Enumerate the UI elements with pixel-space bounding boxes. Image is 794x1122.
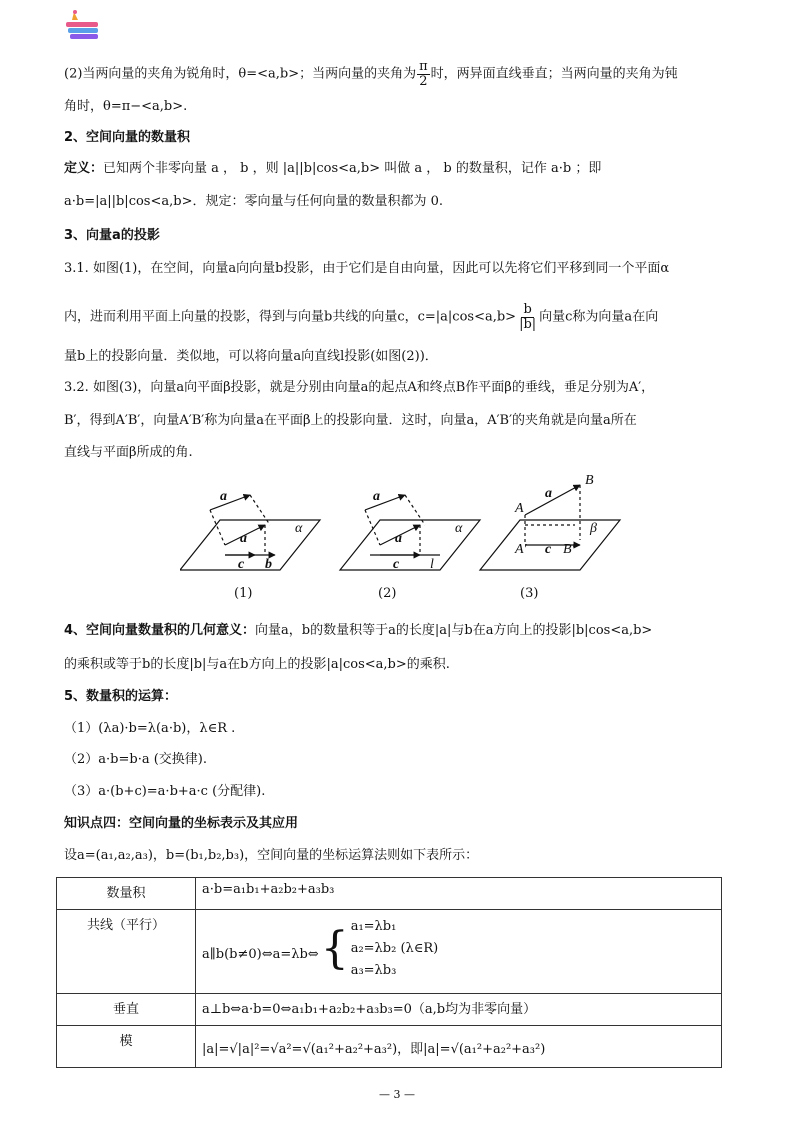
knowledge-point-4: 知识点四：空间向量的坐标表示及其应用 (64, 816, 299, 831)
fig2-label-alpha: α (455, 521, 463, 536)
fig1-label-alpha: α (295, 521, 303, 536)
fig1-label-a2: a (240, 531, 247, 546)
heading-5: 5、数量积的运算： (64, 689, 178, 704)
table-row (57, 1026, 722, 1068)
fig3-caption: (3) (520, 586, 539, 601)
fig2-label-a: a (373, 489, 380, 504)
fig2-caption: (2) (378, 586, 397, 601)
table-key-perpendicular: 垂直 (57, 994, 196, 1026)
heading-3: 3、向量a的投影 (64, 228, 160, 243)
heading-2: 2、空间向量的数量积 (64, 130, 191, 145)
frac-num: π (419, 59, 428, 74)
frac-den: 2 (419, 73, 428, 89)
fig3-label-beta: β (590, 521, 597, 536)
table-key-modulus: 模 (57, 1026, 196, 1068)
definition-line-2: a·b=|a||b|cos<a,b>．规定：零向量与任何向量的数量积都为 0. (64, 194, 443, 209)
para-3-2-a: 3.2. 如图(3)，向量a向平面β投影，就是分别由向量a的起点A和终点B作平面β的垂线，垂足分别为A′， (64, 380, 655, 395)
para-3-2-b: B′，得到A′B′，向量A′B′称为向量a在平面β上的投影向量．这时，向量a，A′B′的夹角就是向量a所在 (64, 413, 637, 428)
fig1-caption: (1) (234, 586, 253, 601)
table-key-dot: 数量积 (57, 878, 196, 910)
table-key-parallel: 共线（平行） (57, 910, 196, 994)
projection-figures (180, 470, 640, 605)
parallel-cond-1: a₁=λb₁ (350, 919, 397, 934)
para-3-1-a: 3.1. 如图(1)，在空间，向量a向向量b投影，由于它们是自由向量，因此可以先将它们平移到同一个平面α (64, 261, 670, 276)
para-3-1-b: 内，进而利用平面上向量的投影，得到与向量b共线的向量c，c=|a|cos<a,b> $\frac{b}{|b|}$ 向量c称为向量a在向 (64, 302, 659, 332)
fig3-label-A1: A′ (515, 542, 527, 557)
para-4-b: 的乘积或等于b的长度|b|与a在b方向上的投影|a|cos<a,b>的乘积. (64, 657, 450, 672)
logo-icon (64, 8, 104, 42)
para-3-2-c: 直线与平面β所成的角. (64, 445, 193, 460)
fig3-label-B: B (585, 473, 594, 488)
table-row (57, 878, 722, 910)
parallel-cond-3: a₃=λb₃ (350, 963, 397, 978)
table-val-parallel: a∥b(b≠0)⇔a=λb⇔ { a₁=λb₁ a₂=λb₂ (λ∈R) a₃=λb₃ (196, 910, 722, 994)
fig1-label-c: c (238, 557, 245, 572)
fig2-label-l: l (430, 557, 434, 572)
coordinate-intro: 设a=(a₁,a₂,a₃)，b=(b₁,b₂,b₃)，空间向量的坐标运算法则如下表所示： (64, 848, 479, 863)
table-val-perpendicular: a⊥b⇔a·b=0⇔a₁b₁+a₂b₂+a₃b₃=0（a,b均为非零向量） (196, 994, 722, 1026)
table-val-modulus: |a|=√|a|²=√a²=√(a₁²+a₂²+a₃²)，即|a|=√(a₁²+a₂²+a₃²) (196, 1026, 722, 1068)
fig3-label-a: a (545, 486, 552, 501)
operation-2: （2）a·b=b·a (交换律). (64, 752, 207, 767)
fig2-label-a2: a (395, 531, 402, 546)
para-3-1-c: 量b上的投影向量．类似地，可以将向量a向直线l投影(如图(2))． (64, 349, 438, 364)
page-number: — 3 — (379, 1088, 415, 1101)
operation-3: （3）a·(b+c)=a·b+a·c (分配律). (64, 784, 266, 799)
operation-1: （1）(λa)·b=λ(a·b)，λ∈R . (64, 721, 236, 736)
fig3-label-B1: B′ (563, 542, 575, 557)
fig1-label-a: a (220, 489, 227, 504)
para-4-a: 4、空间向量数量积的几何意义：向量a，b的数量积等于a的长度|a|与b在a方向上的投影|b|cos<a,b> (64, 623, 653, 638)
fig1-label-b: b (265, 557, 272, 572)
table-val-dot: a·b=a₁b₁+a₂b₂+a₃b₃ (196, 878, 722, 910)
fig3-label-A: A (515, 501, 524, 516)
fig3-label-c: c (545, 542, 552, 557)
table-row (57, 910, 722, 994)
coordinate-rules-table (56, 877, 722, 1068)
text-line-1: (2)当两向量的夹角为锐角时，θ=<a,b>；当两向量的夹角为 $\frac{\pi}{2}$ 时，两异面直线垂直；当两向量的夹角为钝 (64, 59, 678, 89)
parallel-cond-2: a₂=λb₂ (λ∈R) (350, 941, 439, 956)
table-row (57, 994, 722, 1026)
text-line-2: 角时，θ=π−<a,b>. (64, 99, 188, 114)
fig2-label-c: c (393, 557, 400, 572)
definition-line-1: 定义：已知两个非零向量 a ， b ，则 |a||b|cos<a,b> 叫做 a ， b 的数量积，记作 a·b ；即 (64, 161, 602, 176)
